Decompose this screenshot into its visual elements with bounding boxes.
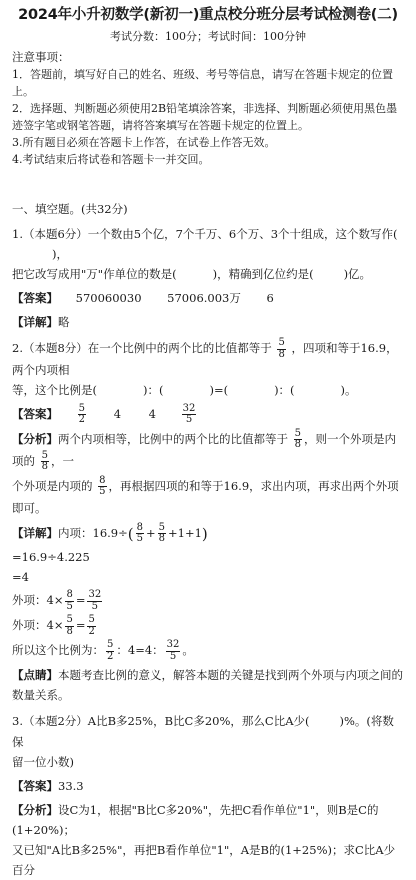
fraction: $\frac{5}{2}$ [78,402,86,426]
notice-heading: 注意事项： [12,50,70,65]
calc-text: = [75,618,86,633]
q2-text: 2.（本题8分）在一个比例中的两个比的比值都等于 [12,341,272,356]
fraction: $\frac{5}{8}$ [294,427,302,451]
notice-item: 4.考试结束后将试卷和答题卡一并交回。 [12,153,210,167]
analysis-label: 【分析】 [12,431,58,446]
fraction: $\frac{5}{8}$ [66,614,73,637]
notice-section [12,50,404,168]
answer-label: 【答案】 [12,291,58,306]
question-1 [12,224,404,333]
detail-text: +1+1 [168,525,202,540]
detail-text: 略 [58,315,70,330]
exam-info: 考试分数：100分；考试时间：100分钟 [110,29,306,43]
section-heading: 一、填空题。(共32分) [12,202,128,217]
conclusion-text: 所以这个比例为： [12,643,104,658]
fraction: $\frac{5}{2}$ [88,614,95,637]
q1-text: 把它改写成用"万"作单位的数是( [12,266,177,281]
q2-text: 等，这个比例是( )：( )=( )：( )。 [12,383,357,398]
q3-answer [12,776,404,796]
analysis-text: 又已知"A比B多25%"，再把B看作单位"1"，A是B的(1+25%)；求C比A少百分 [12,843,396,878]
analysis-text: ，再根据四项的和等于16.9，求出内项，再求出两个外项即可。 [12,478,399,515]
q3-text: 留一位小数) [12,754,74,769]
q2-analysis [12,429,404,473]
question-2 [12,338,404,705]
notice-item: 2．选择题、判断题必须使用2B铅笔填涂答案，非选择、判断题必须使用黑色墨迹签字笔或钢笔答题，请将答案填写在答题卡规定的位置上。 [12,102,398,133]
analysis-line [12,476,404,518]
answer-value: 4 [113,406,122,421]
q2-detail: 【详解】内项：16.9÷( $\frac{8}{5}$ + $\frac{5}{8}$ +1+1) [12,521,208,545]
q1-text: 1.（本题6分）一个数由5个亿，7个千万、6个万、3个十组成，这个数写作( [12,226,398,241]
fraction: $\frac{8}{5}$ [66,589,73,612]
calc-text: 外项：4× [12,593,64,608]
answer-value: 57006.003万 [167,291,241,306]
analysis-label: 【分析】 [12,802,58,817]
fraction: $\frac{32}{5}$ [182,402,196,426]
answer-value: 570060030 [75,291,142,306]
q1-detail [12,312,404,332]
analysis-text: 两个内项相等，比例中的两个比的比值都等于 [58,431,288,446]
q3-analysis [12,800,404,840]
q2-point [12,665,404,705]
conclusion-text: 。 [182,643,194,658]
calc-text: 外项：4× [12,618,64,633]
q1-text: )，精确到亿位约是( [212,266,314,281]
notice-item: 1．答题前，填写好自己的姓名、班级、考号等信息，请写在答题卡规定的位置上。 [12,67,393,98]
point-text: 本题考查比例的意义，解答本题的关键是找到两个外项与内项之间的数量关系。 [12,668,403,703]
q1-text: )亿。 [343,266,372,281]
conclusion-text: ：4=4： [116,643,164,658]
fraction: $\frac{32}{5}$ [88,589,102,612]
calc-step [12,590,404,612]
q2-text: ，四项和等于16.9，两个内项相 [12,341,398,378]
fraction: $\frac{5}{8}$ [278,337,285,360]
fraction: $\frac{8}{5}$ [99,474,106,498]
fraction: $\frac{5}{8}$ [158,521,165,545]
fraction: $\frac{32}{5}$ [166,639,180,662]
question-3 [12,711,404,880]
fraction: $\frac{8}{5}$ [136,521,143,545]
conclusion [12,640,404,662]
detail-label: 【详解】 [12,525,58,540]
answer-value: 4 [148,406,156,421]
fraction: $\frac{5}{2}$ [107,639,114,662]
page-title: 2024年小升初数学(新初一)重点校分班分层考试检测卷(二) [18,7,398,23]
point-label: 【点睛】 [12,668,58,683]
calc-step: =4 [12,570,29,585]
calc-step: =16.9÷4.225 [12,549,90,564]
q1-text-end: )， [52,246,68,261]
detail-label: 【详解】 [12,315,58,330]
analysis-text: ，一 [51,453,75,468]
fraction: $\frac{5}{8}$ [41,449,49,473]
exam-page [0,6,416,878]
calc-step [12,615,404,637]
q1-answer [12,288,404,308]
analysis-text: ，则一个外项是内项的 [12,431,397,468]
notice-item: 3.所有题目必须在答题卡上作答，在试卷上作答无效。 [12,136,276,150]
q3-text: 3.（本题2分）A比B多25%，B比C多20%，那么C比A少( [12,714,310,729]
analysis-text: 个外项是内项的 [12,478,93,493]
q3-text: )%。(将数保 [12,714,394,749]
calc-text: = [75,593,86,608]
answer-label: 【答案】 [12,406,58,421]
answer-value: 33.3 [58,778,84,793]
detail-text: 内项：16.9÷ [58,525,128,540]
analysis-text: 设C为1，根据"B比C多20%"，先把C看作单位"1"，则B是C的(1+20%)； [12,802,379,838]
answer-label: 【答案】 [12,778,58,793]
answer-value: 6 [266,291,274,306]
q2-answer [12,404,404,426]
